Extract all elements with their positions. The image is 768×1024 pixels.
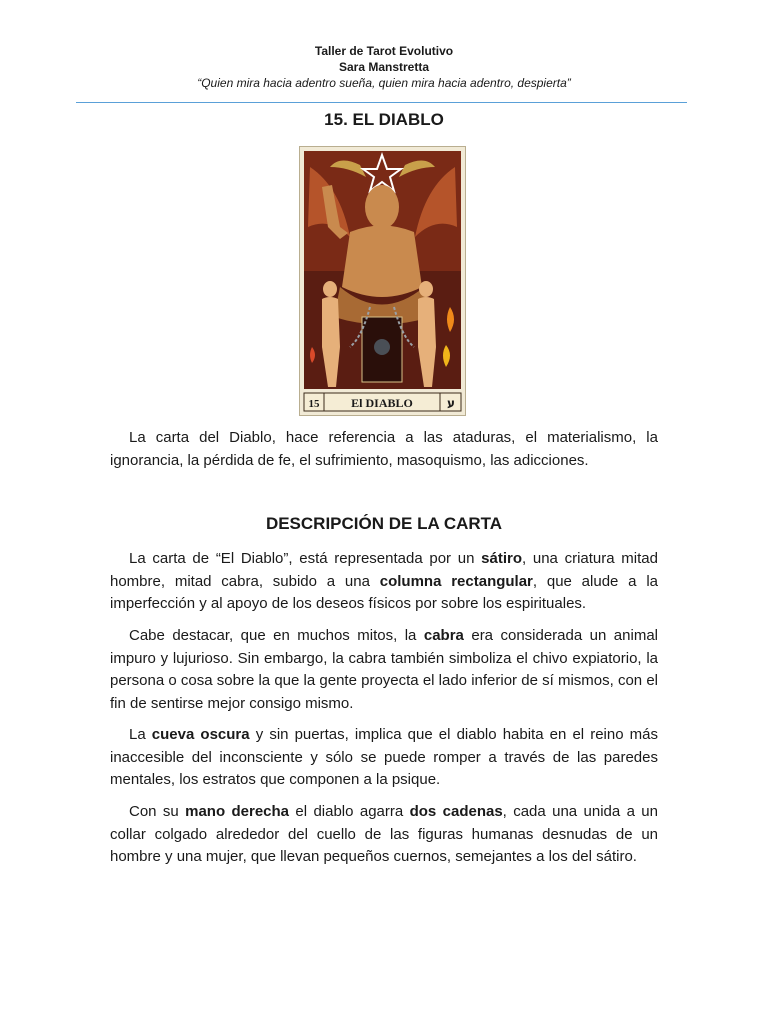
- p3-text-c: y sin puertas, implica que el diablo habita en el reino más inaccesible del inconsciente y sólo se puede romper a través de las paredes mentales, los estratos que componen a la psique.: [110, 726, 659, 788]
- intro-paragraph: [110, 427, 658, 472]
- card-number: 15: [308, 398, 320, 410]
- header-divider: [76, 102, 687, 103]
- header-quote: “Quien mira hacia adentro sueña, quien mira hacia adentro, despierta”: [197, 76, 571, 90]
- paragraph-3: [110, 724, 658, 792]
- paragraph-4: [110, 801, 658, 869]
- p4-text-c: el diablo agarra: [289, 803, 410, 820]
- p1-bold-columna: columna rectangular: [379, 572, 533, 590]
- paragraph-2: [110, 625, 658, 715]
- paragraph-1: [110, 548, 658, 616]
- p2-text-a: Cabe destacar, que en muchos mitos, la: [129, 627, 424, 644]
- card-name: El DIABLO: [351, 396, 413, 410]
- p1-bold-satiro: sátiro: [481, 550, 522, 567]
- p2-text-c: era considerada un animal impuro y lujurioso. Sin embargo, la cabra también simboliza el chivo expiatorio, la persona o cosa sobre la que la gente proyecta el lado inferior de sí mismos, con el fin de sentirse mejor consigo mismo.: [110, 627, 658, 712]
- p1-text-a: La carta de “El Diablo”, está representada por un: [129, 550, 482, 567]
- intro-text: La carta del Diablo, hace referencia a las ataduras, el materialismo, la ignorancia, la pérdida de fe, el sufrimiento, masoquismo, las adicciones.: [110, 429, 658, 469]
- tarot-card-image: [299, 146, 466, 416]
- p3-bold-cueva: cueva oscura: [151, 726, 250, 743]
- page-title: 15. EL DIABLO: [324, 110, 444, 129]
- p4-text-d: , cada una unida a un collar colgado alrededor del cuello de las figuras humanas desnudas de un hombre y una mujer, que llevan pequeños cuernos, semejantes a los del sátiro.: [110, 803, 658, 865]
- p1-text-d: , que alude a la imperfección y al apoyo de los deseos físicos por sobre los espirituales.: [110, 572, 658, 612]
- p3-text-a: La: [129, 726, 152, 743]
- p4-bold-cadenas: dos cadenas: [409, 803, 503, 820]
- devil-card-illustration: [300, 147, 465, 415]
- document-header: [0, 43, 768, 91]
- header-author: Sara Manstretta: [338, 60, 430, 74]
- p1-text-c: , una criatura mitad hombre, mitad cabra, subido a una: [110, 550, 658, 590]
- card-hebrew-letter: ע: [447, 396, 455, 410]
- p2-bold-cabra: cabra: [423, 627, 464, 644]
- p4-bold-mano: mano derecha: [185, 803, 290, 820]
- p4-text-a: Con su: [129, 803, 186, 820]
- header-workshop-title: Taller de Tarot Evolutivo: [314, 44, 454, 58]
- section-title: DESCRIPCIÓN DE LA CARTA: [265, 514, 503, 533]
